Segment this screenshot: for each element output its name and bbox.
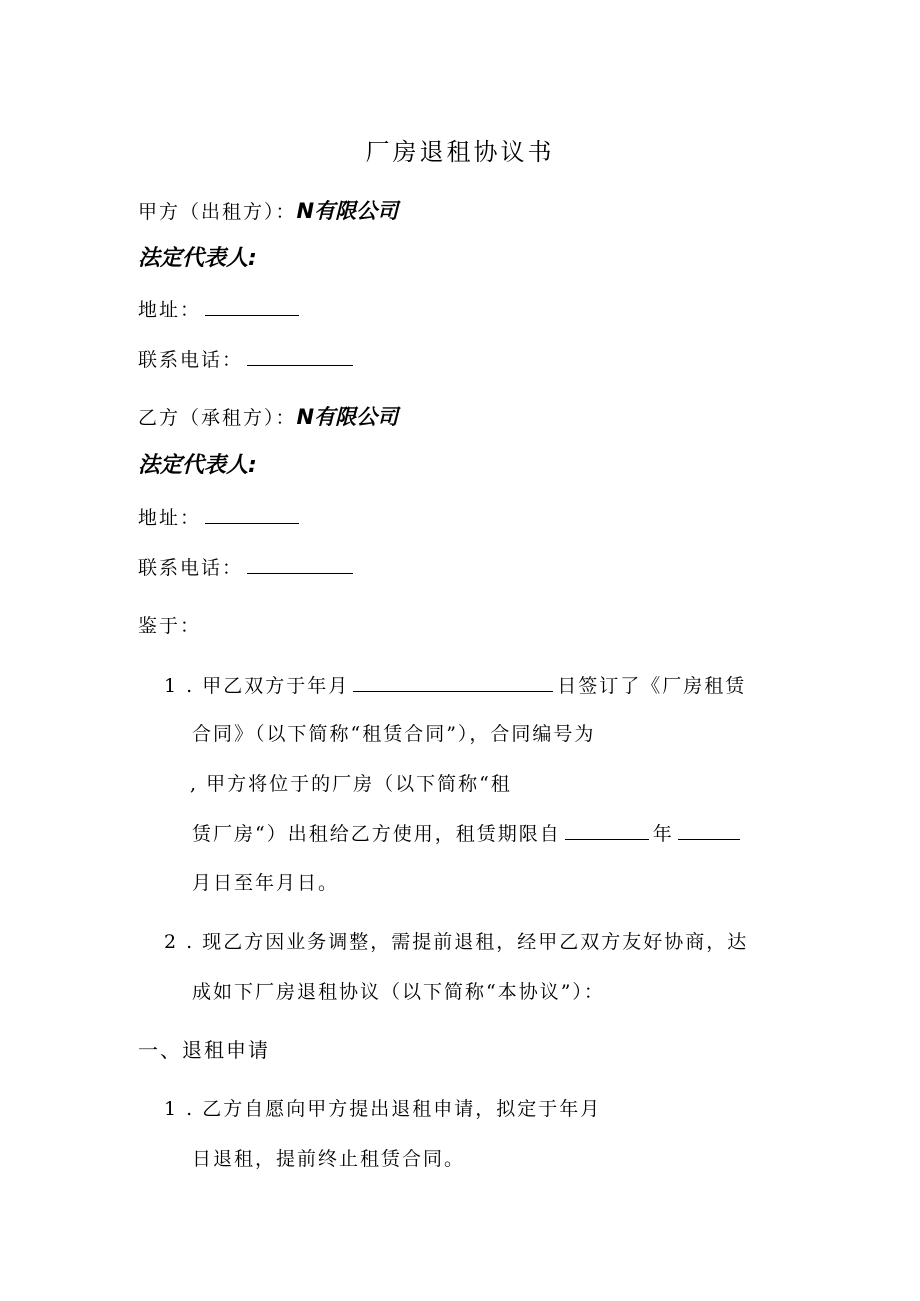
clause-2-line-2: 成如下厂房退租协议（以下简称“本协议”）： (192, 981, 605, 1003)
party-a-phone (138, 347, 357, 372)
section-1-line-1: 1 . 乙方自愿向甲方提出退租申请，拟定于年月 (164, 1098, 602, 1120)
clause-1-line-3: , 甲方将位于的厂房（以下简称“租 (190, 773, 512, 795)
party-b-phone-label: 联系电话： (138, 557, 244, 579)
clause-1-term-blank-2 (678, 821, 740, 840)
party-a-label: 甲方（出租方）： (138, 201, 297, 223)
party-a-line (138, 199, 398, 224)
party-a-company: N有限公司 (296, 199, 399, 223)
party-b-address-label: 地址： (138, 507, 202, 529)
clause-1-line-2: 合同》（以下简称“租赁合同”），合同编号为 (192, 723, 596, 745)
party-b-representative: 法定代表人: (138, 453, 257, 478)
section-1-line-2: 日退租，提前终止租赁合同。 (192, 1148, 466, 1170)
document-title: 厂房退租协议书 (365, 138, 555, 166)
clause-2-line-1: 2 . 现乙方因业务调整，需提前退租，经甲乙双方友好协商，达 (164, 931, 749, 953)
clause-1-year-text: 年 (652, 823, 674, 845)
party-b-company: N有限公司 (296, 405, 399, 429)
whereas-label: 鉴于： (138, 615, 202, 637)
party-a-representative: 法定代表人: (138, 246, 257, 271)
clause-1-term-text: 赁厂房“）出租给乙方使用，租赁期限自 (192, 823, 561, 845)
section-1-heading: 一、退租申请 (138, 1038, 270, 1062)
party-a-address (138, 297, 303, 322)
party-b-address (138, 505, 303, 530)
clause-1-date-blank (353, 673, 553, 692)
party-a-address-blank (205, 297, 299, 316)
party-b-line (138, 405, 398, 430)
clause-1-text-b: 日签订了《厂房租赁 (557, 675, 747, 697)
party-b-phone-blank (247, 555, 353, 574)
party-a-phone-label: 联系电话： (138, 349, 244, 371)
party-a-phone-blank (247, 347, 353, 366)
party-a-address-label: 地址： (138, 299, 202, 321)
clause-1-line-4 (192, 821, 744, 846)
party-b-address-blank (205, 505, 299, 524)
clause-1-term-start-blank (565, 821, 649, 840)
clause-1-text-a: 1 . 甲乙双方于年月 (164, 675, 350, 697)
party-b-label: 乙方（承租方）： (138, 407, 297, 429)
clause-1-line-5: 月日至年月日。 (192, 872, 340, 894)
party-b-phone (138, 555, 357, 580)
clause-1-line-1 (164, 673, 746, 698)
